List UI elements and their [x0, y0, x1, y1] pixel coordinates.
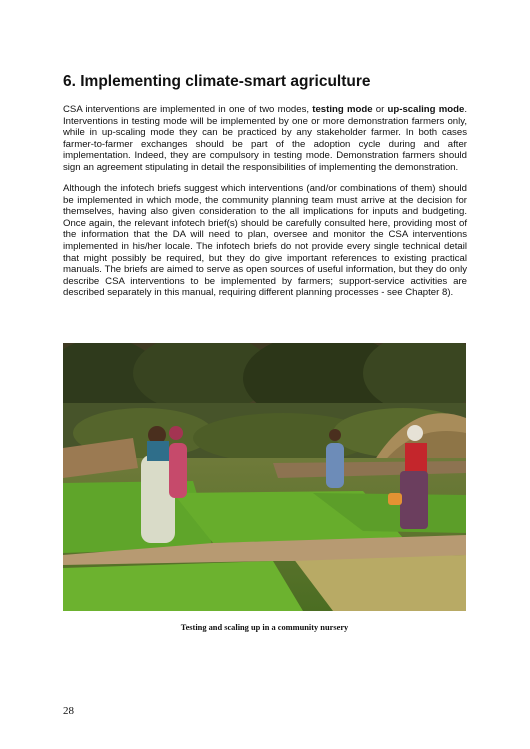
figure-caption: Testing and scaling up in a community nursery — [180, 623, 349, 632]
paragraph-text: . Interventions in testing mode will be implemented by one or more demonstration farmers only, while in up-scaling mode they can be practiced by any stakeholder farmer. In both cases farmer-to-farmer exchanges should be part of the adoption cycle during and after implementation. Indeed, they are compulsory in testing mode. Demonstration farmers should sign an agreement stipulating in detail the responsibilities of implementing the demonstration. — [63, 104, 467, 173]
paragraph-text: CSA interventions are implemented in one of two modes, — [63, 104, 313, 115]
nursery-photo — [63, 343, 466, 611]
term-up-scaling-mode: up-scaling mode — [387, 104, 465, 115]
paragraph-text: or — [372, 104, 388, 115]
paragraph-modes — [63, 104, 467, 174]
page-number: 28 — [63, 705, 74, 717]
paragraph-infotech-briefs: Although the infotech briefs suggest which interventions (and/or combinations of them) should be implemented in which mode, the community planning team must arrive at the decision for themselves, having also given consideration to the all implications for inputs and budgeting. Once again, the relevant infotech brief(s) should be carefully consulted here, providing most of the information that the DA will need to plan, oversee and monitor the CSA interventions implemented in his/her locale. The infotech briefs do not provide every single technical detail that might possibly be required, but they do give important references to existing practical manuals. The briefs are aimed to serve as open sources of useful information, but they do only describe CSA interventions to be implemented by farmers; support-service activities are described separately in this manual, requiring different planning processes - see Chapter 8). — [63, 183, 467, 299]
term-testing-mode: testing mode — [312, 104, 373, 115]
section-heading: 6. Implementing climate-smart agriculture — [63, 73, 371, 90]
